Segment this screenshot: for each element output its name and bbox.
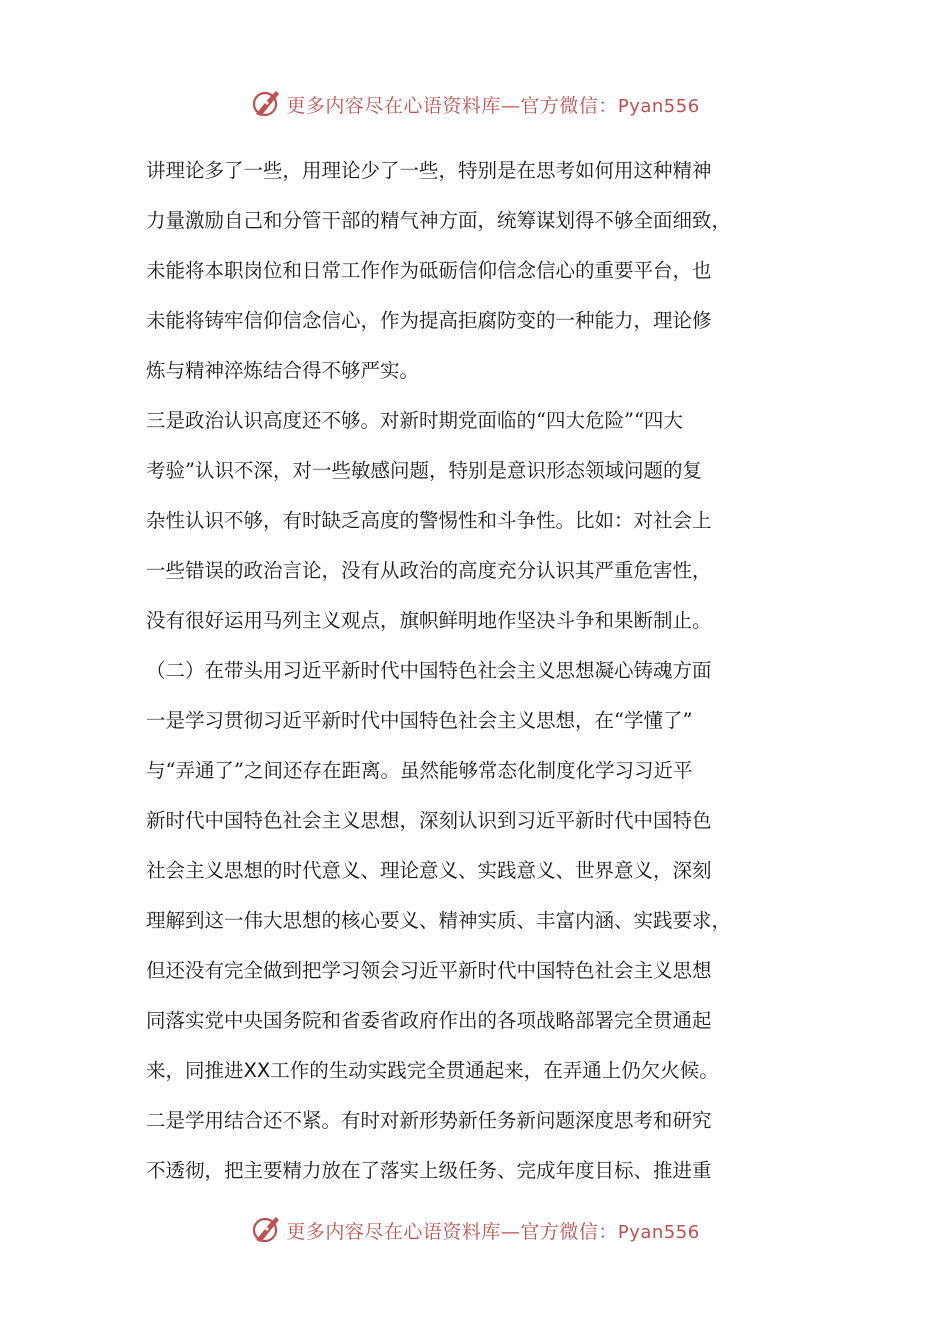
text-line: 但还没有完全做到把学习领会习近平新时代中国特色社会主义思想 [146,959,712,982]
text-line: 三是政治认识高度还不够。对新时期党面临的“四大危险”“四大 [146,409,683,432]
header-banner-text: 更多内容尽在心语资料库—官方微信：Pyan556 [286,94,700,117]
text-line: 二是学用结合还不紧。有时对新形势新任务新问题深度思考和研究 [146,1109,712,1132]
text-line: 炼与精神淬炼结合得不够严实。 [146,359,420,382]
text-line: 不透彻，把主要精力放在了落实上级任务、完成年度目标、推进重 [146,1159,712,1182]
text-line: 社会主义思想的时代意义、理论意义、实践意义、世界意义，深刻 [146,859,712,882]
footer-banner-text: 更多内容尽在心语资料库—官方微信：Pyan556 [286,1220,700,1243]
text-line: 理解到这一伟大思想的核心要义、精神实质、丰富内涵、实践要求， [146,909,732,932]
pen-nib-icon [250,1214,282,1246]
text-line: 未能将铸牢信仰信念信心，作为提高拒腐防变的一种能力，理论修 [146,309,712,332]
text-line: 杂性认识不够，有时缺乏高度的警惕性和斗争性。比如：对社会上 [146,509,712,532]
text-line: 未能将本职岗位和日常工作作为砥砺信仰信念信心的重要平台，也 [146,259,712,282]
text-line: 没有很好运用马列主义观点，旗帜鲜明地作坚决斗争和果断制止。 [146,609,712,632]
footer-banner [0,1210,950,1250]
pen-nib-icon [250,88,282,120]
text-line: 力量激励自己和分管干部的精气神方面，统筹谋划得不够全面细致， [146,209,732,232]
text-line: 来，同推进XX工作的生动实践完全贯通起来，在弄通上仍欠火候。 [146,1059,719,1082]
header-banner [0,84,950,124]
text-line: 一些错误的政治言论，没有从政治的高度充分认识其严重危害性， [146,559,712,582]
text-line: 同落实党中央国务院和省委省政府作出的各项战略部署完全贯通起 [146,1009,712,1032]
text-line: 新时代中国特色社会主义思想，深刻认识到习近平新时代中国特色 [146,809,712,832]
text-line: 与“弄通了”之间还存在距离。虽然能够常态化制度化学习习近平 [146,759,693,782]
document-body [146,146,816,1196]
text-line: （二）在带头用习近平新时代中国特色社会主义思想凝心铸魂方面 [146,659,712,682]
text-line: 讲理论多了一些，用理论少了一些，特别是在思考如何用这种精神 [146,159,712,182]
text-line: 考验”认识不深，对一些敏感问题，特别是意识形态领域问题的复 [146,459,702,482]
text-line: 一是学习贯彻习近平新时代中国特色社会主义思想，在“学懂了” [146,709,693,732]
